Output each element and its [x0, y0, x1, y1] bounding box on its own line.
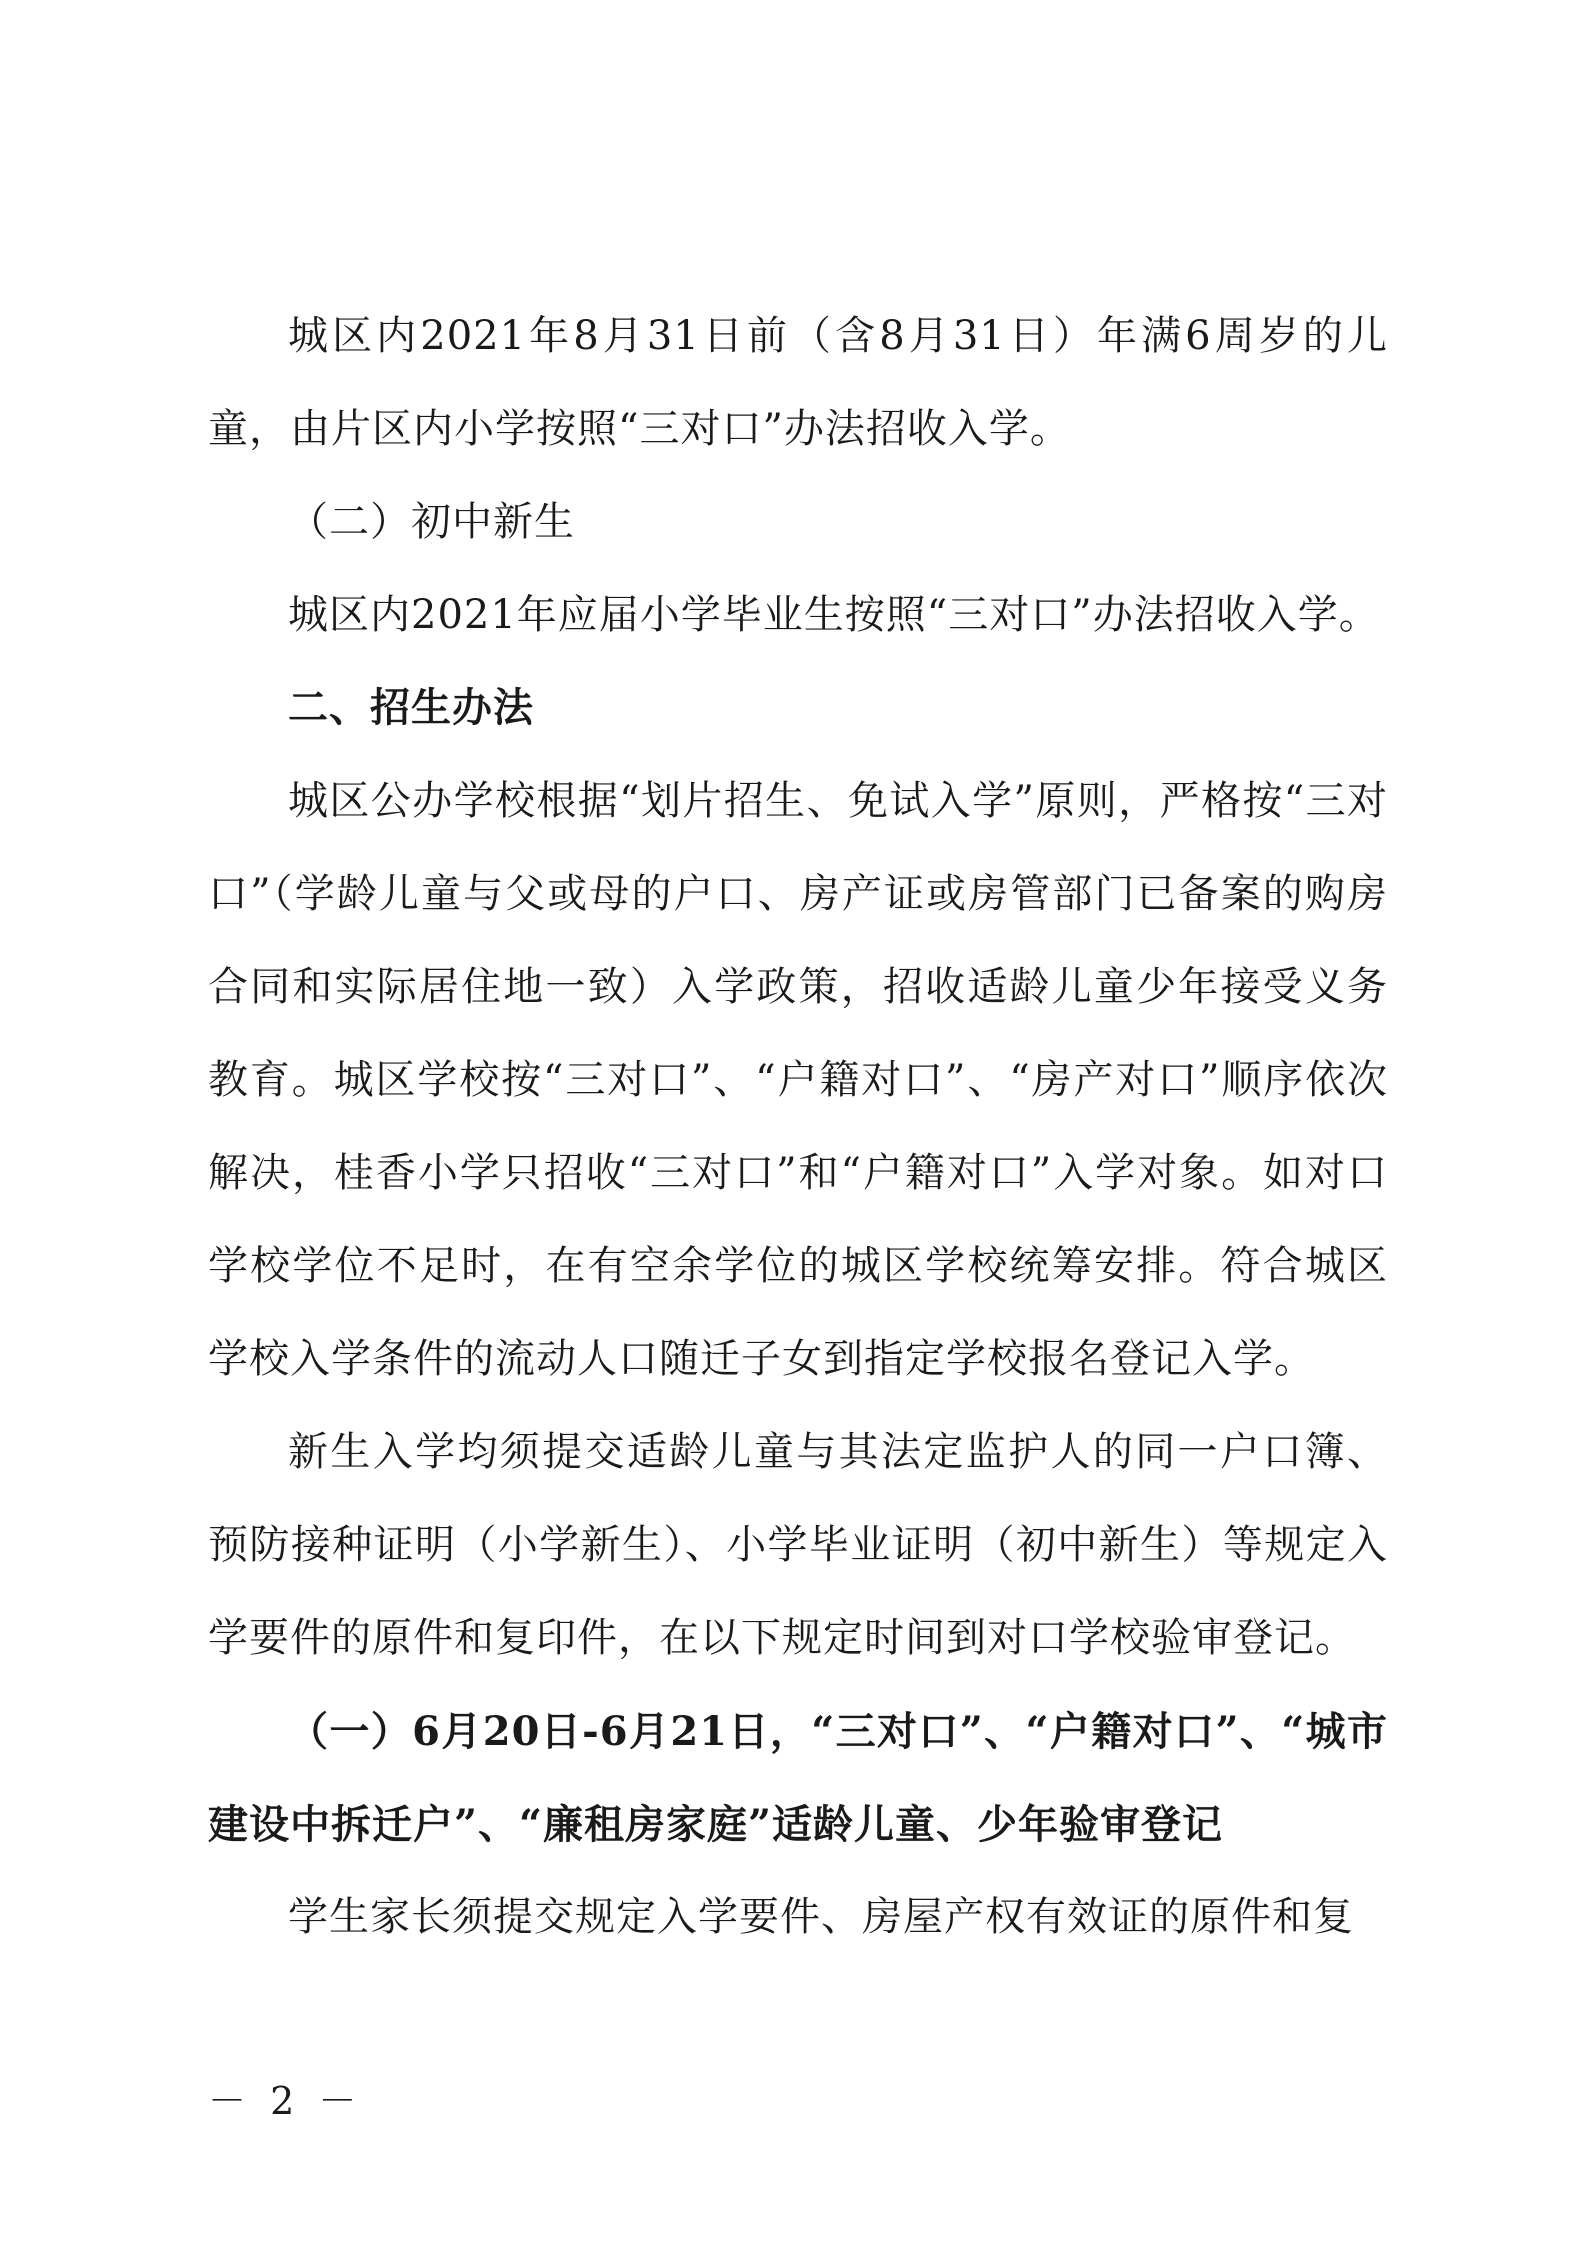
paragraph-required-documents: 新生入学均须提交适龄儿童与其法定监护人的同一户口簿、预防接种证明（小学新生）、小学毕业证明（初中新生）等规定入学要件的原件和复印件，在以下规定时间到对口学校验审登记。 — [208, 1429, 1388, 1661]
paragraph-junior-high-eligibility: 城区内2021年应届小学毕业生按照“三对口”办法招收入学。 — [288, 592, 1380, 638]
document-body — [208, 290, 1388, 1964]
section-heading-enrollment-method: 二、招生办法 — [288, 685, 534, 731]
paragraph-parent-submission: 学生家长须提交规定入学要件、房屋产权有效证的原件和复 — [288, 1894, 1354, 1940]
subheading-registration-period-1: （一）6月20日-6月21日，“三对口”、“户籍对口”、“城市建设中拆迁户”、“廉租房家庭”适龄儿童、少年验审登记 — [208, 1708, 1388, 1848]
page-number: － 2 － — [208, 2079, 363, 2123]
paragraph-enrollment-principle: 城区公办学校根据“划片招生、免试入学”原则，严格按“三对口”（学龄儿童与父或母的户口、房产证或房管部门已备案的购房合同和实际居住地一致）入学政策，招收适龄儿童少年接受义务教育。城区学校按“三对口”、“户籍对口”、“房产对口”顺序依次解决，桂香小学只招收“三对口”和“户籍对口”入学对象。如对口学校学位不足时，在有空余学位的城区学校统筹安排。符合城区学校入学条件的流动人口随迁子女到指定学校报名登记入学。 — [208, 778, 1388, 1382]
paragraph-primary-eligibility: 城区内2021年8月31日前（含8月31日）年满6周岁的儿童，由片区内小学按照“三对口”办法招收入学。 — [208, 313, 1388, 452]
subheading-junior-high: （二）初中新生 — [288, 499, 575, 545]
